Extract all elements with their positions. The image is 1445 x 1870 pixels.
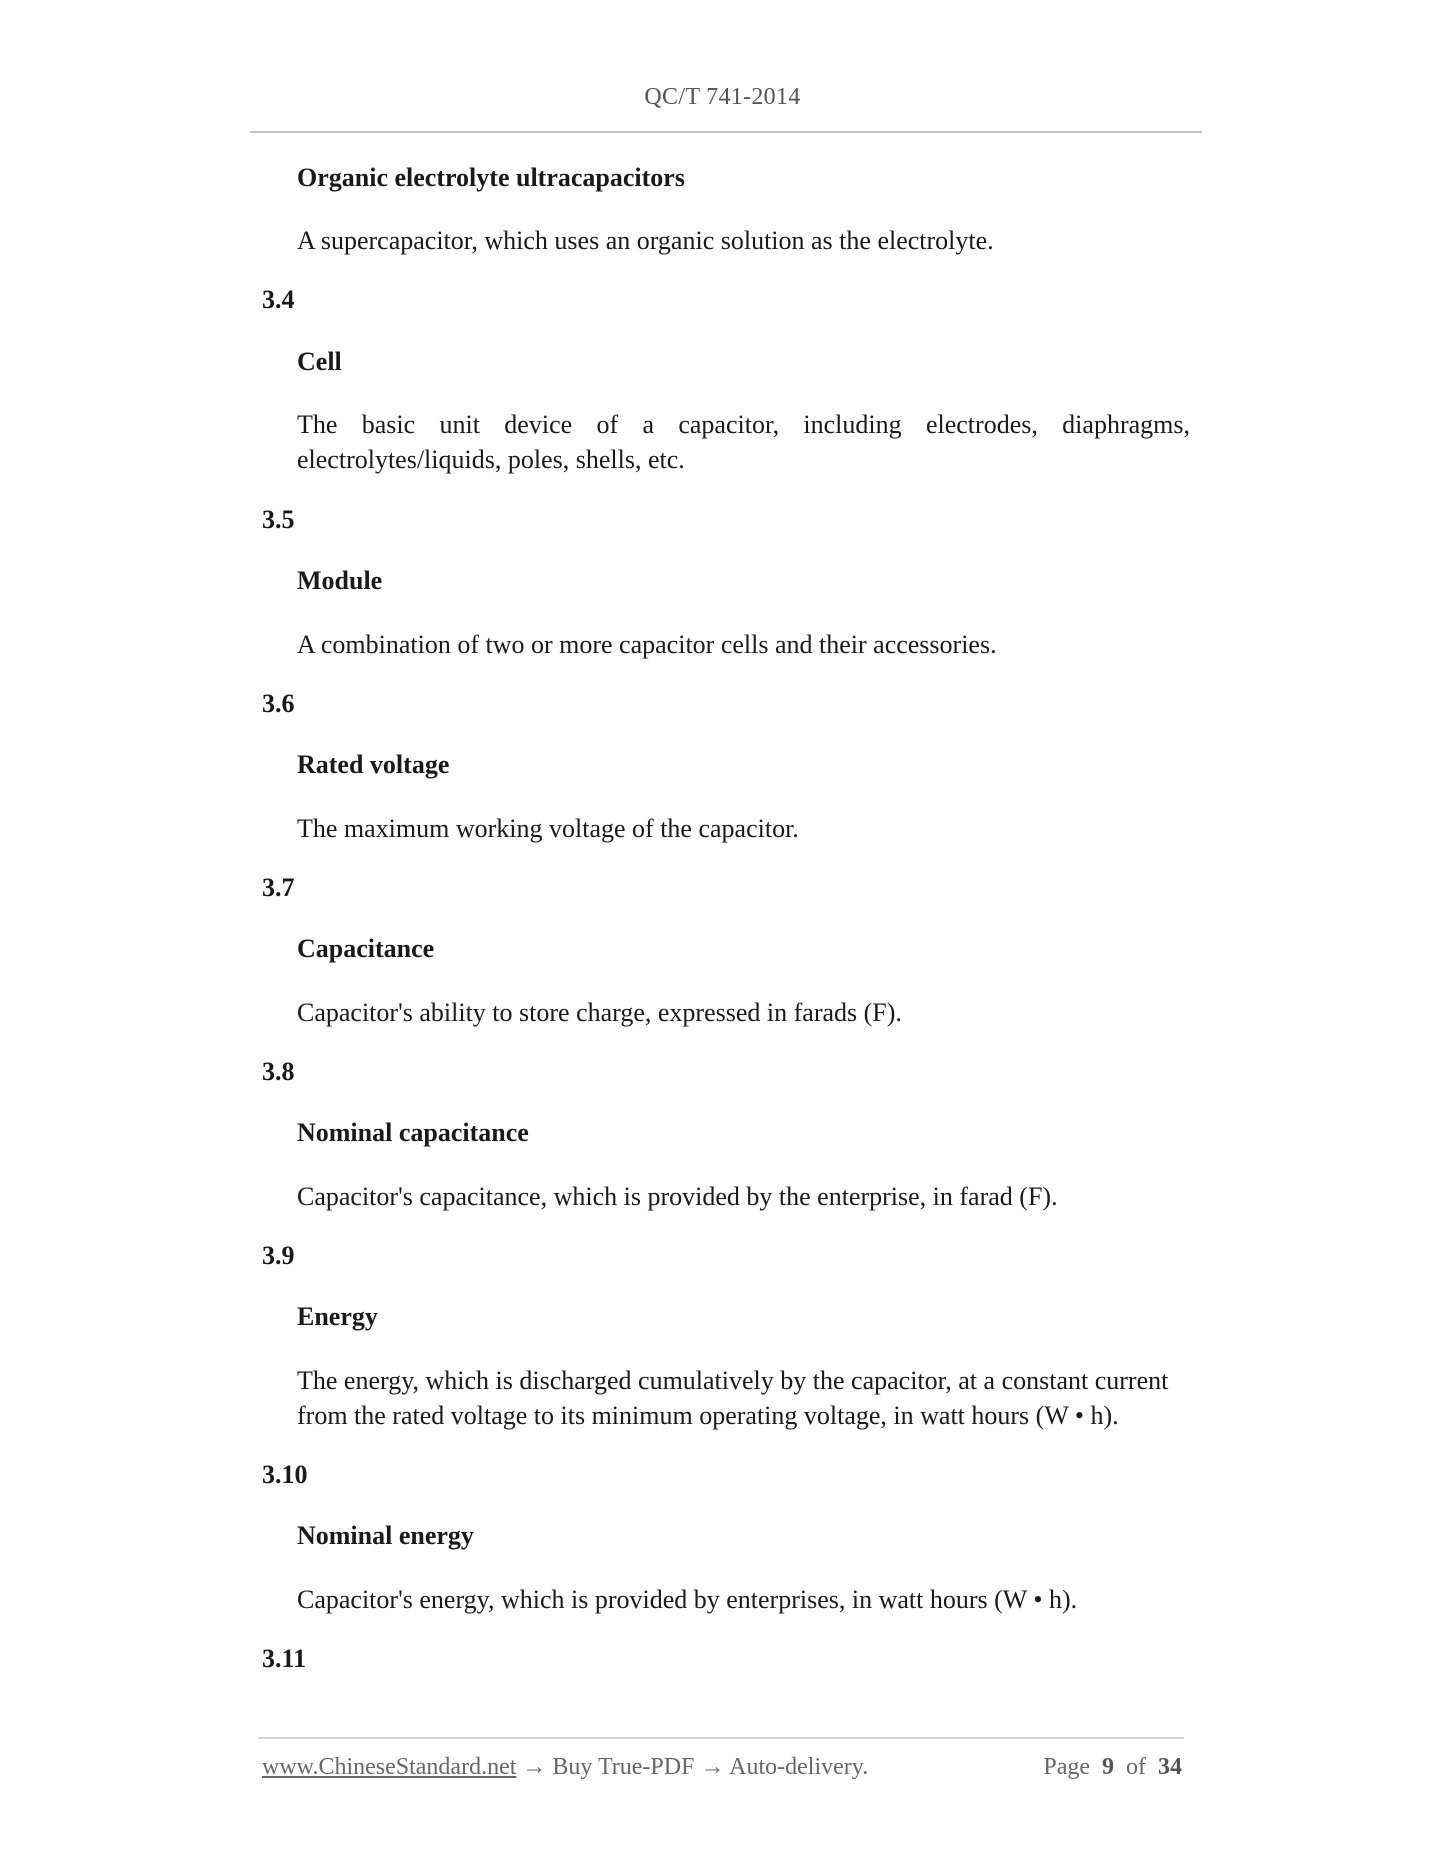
page-label: Page [1043,1754,1090,1780]
footer-divider [258,1737,1184,1739]
document-code-header: QC/T 741-2014 [644,84,801,110]
auto-delivery-text: Auto-delivery. [729,1754,869,1780]
page-counter [1043,1754,1182,1781]
term-organic-electrolyte-ultracapacitors: Organic electrolyte ultracapacitors [297,163,685,192]
term-cell: Cell [297,347,342,376]
of-label: of [1126,1754,1146,1780]
buy-pdf-text: Buy True-PDF [552,1754,695,1780]
section-number-3-9: 3.9 [262,1241,295,1270]
definition-capacitance: Capacitor's ability to store charge, expressed in farads (F). [297,998,902,1027]
term-nominal-energy: Nominal energy [297,1521,474,1550]
footer-promo [262,1754,868,1781]
definition-nominal-capacitance: Capacitor's capacitance, which is provided by the enterprise, in farad (F). [297,1182,1058,1211]
header-divider [250,131,1202,133]
arrow-right-icon: → [700,1754,725,1780]
section-number-3-6: 3.6 [262,689,295,718]
section-number-3-5: 3.5 [262,505,295,534]
section-number-3-10: 3.10 [262,1460,308,1489]
term-nominal-capacitance: Nominal capacitance [297,1118,529,1147]
site-link[interactable]: www.ChineseStandard.net [262,1754,517,1780]
section-number-3-4: 3.4 [262,285,295,314]
current-page-number: 9 [1102,1754,1114,1780]
section-number-3-11: 3.11 [262,1644,307,1673]
definition-cell: The basic unit device of a capacitor, including electrodes, diaphragms, electrolytes/liquids, poles, shells, etc. [297,410,1190,474]
definition-module: A combination of two or more capacitor cells and their accessories. [297,630,997,659]
term-rated-voltage: Rated voltage [297,750,450,779]
section-number-3-8: 3.8 [262,1057,295,1086]
definition-energy: The energy, which is discharged cumulatively by the capacitor, at a constant current from the rated voltage to its minimum operating voltage, in watt hours (W • h). [297,1366,1169,1430]
term-module: Module [297,566,383,595]
arrow-right-icon: → [522,1754,547,1780]
definition-nominal-energy: Capacitor's energy, which is provided by enterprises, in watt hours (W • h). [297,1585,1078,1614]
term-energy: Energy [297,1302,378,1331]
definition-organic-electrolyte-ultracapacitors: A supercapacitor, which uses an organic solution as the electrolyte. [297,226,994,255]
definition-rated-voltage: The maximum working voltage of the capacitor. [297,814,799,843]
total-pages-number: 34 [1158,1754,1182,1780]
section-number-3-7: 3.7 [262,873,295,902]
term-capacitance: Capacitance [297,934,435,963]
